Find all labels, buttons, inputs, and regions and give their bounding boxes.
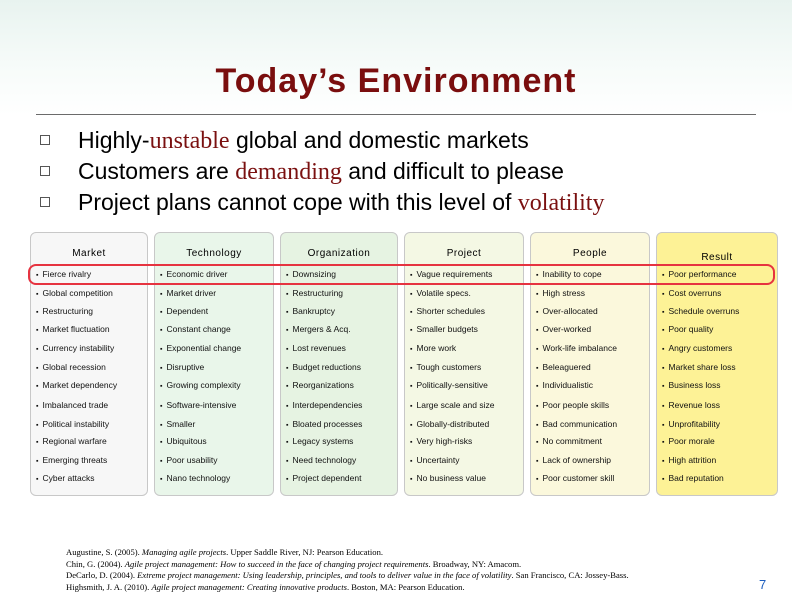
table-cell: ▪ Constant change bbox=[160, 322, 231, 336]
table-cell: ▪ Need technology bbox=[286, 453, 356, 467]
table-cell: ▪ Politically-sensitive bbox=[410, 378, 488, 392]
table-cell: ▪ Large scale and size bbox=[410, 398, 494, 412]
table-cell: ▪ Interdependencies bbox=[286, 398, 362, 412]
table-cell: ▪ Economic driver bbox=[160, 267, 227, 281]
table-cell: ▪ Poor customer skill bbox=[536, 471, 614, 485]
table-cell: ▪ Exponential change bbox=[160, 341, 241, 355]
table-cell: ▪ Schedule overruns bbox=[662, 304, 739, 318]
reference-item: Chin, G. (2004). Agile project management: How to succeed in the face of changing project requirements. Broadway, NY: Amacom. bbox=[66, 558, 522, 569]
square-bullet-icon bbox=[40, 166, 50, 176]
table-cell: ▪ Global competition bbox=[36, 286, 113, 300]
table-cell: ▪ Regional warfare bbox=[36, 434, 107, 448]
highlight-first-row bbox=[28, 264, 775, 285]
table-cell: ▪ Beleaguered bbox=[536, 360, 591, 374]
table-cell: ▪ Cyber attacks bbox=[36, 471, 94, 485]
table-cell: ▪ Market dependency bbox=[36, 378, 117, 392]
table-cell: ▪ Unprofitability bbox=[662, 417, 720, 431]
table-cell: ▪ Dependent bbox=[160, 304, 208, 318]
table-cell: ▪ Revenue loss bbox=[662, 398, 720, 412]
reference-item: Augustine, S. (2005). Managing agile projects. Upper Saddle River, NJ: Pearson Education. bbox=[66, 547, 384, 557]
table-cell: ▪ Volatile specs. bbox=[410, 286, 471, 300]
page-number: 7 bbox=[759, 577, 767, 592]
table-cell: ▪ Budget reductions bbox=[286, 360, 361, 374]
reference-item: Highsmith, J. A. (2010). Agile project management: Creating innovative products. Boston, MA: Pearson Education. bbox=[66, 581, 465, 592]
table-cell: ▪ Lost revenues bbox=[286, 341, 346, 355]
table-cell: ▪ More work bbox=[410, 341, 456, 355]
table-cell: ▪ Inability to cope bbox=[536, 267, 602, 281]
table-cell: ▪ Restructuring bbox=[286, 286, 343, 300]
table-cell: ▪ Imbalanced trade bbox=[36, 398, 108, 412]
table-cell: ▪ High stress bbox=[536, 286, 585, 300]
table-cell: ▪ Over-allocated bbox=[536, 304, 598, 318]
square-bullet-icon bbox=[40, 197, 50, 207]
table-cell: ▪ Legacy systems bbox=[286, 434, 353, 448]
table-cell: ▪ Globally-distributed bbox=[410, 417, 489, 431]
table-cell: ▪ Emerging threats bbox=[36, 453, 107, 467]
table-cell: ▪ Bad communication bbox=[536, 417, 617, 431]
table-cell: ▪ Political instability bbox=[36, 417, 109, 431]
table-cell: ▪ Market fluctuation bbox=[36, 322, 110, 336]
column-header: Result bbox=[701, 252, 733, 263]
table-cell: ▪ Market driver bbox=[160, 286, 216, 300]
table-cell: ▪ Over-worked bbox=[536, 322, 591, 336]
table-cell: ▪ No commitment bbox=[536, 434, 602, 448]
table-cell: ▪ Fierce rivalry bbox=[36, 267, 91, 281]
bullet-emphasis: demanding bbox=[235, 159, 342, 185]
table-cell: ▪ Smaller bbox=[160, 417, 195, 431]
table-cell: ▪ Uncertainty bbox=[410, 453, 459, 467]
references bbox=[66, 547, 629, 593]
table-cell: ▪ Disruptive bbox=[160, 360, 204, 374]
table-cell: ▪ Global recession bbox=[36, 360, 106, 374]
table-cell: ▪ Reorganizations bbox=[286, 378, 354, 392]
table-cell: ▪ Project dependent bbox=[286, 471, 361, 485]
table-cell: ▪ Market share loss bbox=[662, 360, 736, 374]
table-cell: ▪ Work-life imbalance bbox=[536, 341, 617, 355]
table-cell: ▪ Shorter schedules bbox=[410, 304, 485, 318]
table-cell: ▪ Cost overruns bbox=[662, 286, 721, 300]
table-cell: ▪ Downsizing bbox=[286, 267, 336, 281]
bullet-text: Highly- bbox=[78, 127, 150, 153]
table-cell: ▪ Tough customers bbox=[410, 360, 481, 374]
table-cell: ▪ Software-intensive bbox=[160, 398, 236, 412]
table-cell: ▪ Business loss bbox=[662, 378, 720, 392]
table-cell: ▪ Bloated processes bbox=[286, 417, 362, 431]
table-cell: ▪ Ubiquitous bbox=[160, 434, 207, 448]
bullet-emphasis: unstable bbox=[149, 128, 230, 154]
table-cell: ▪ Poor morale bbox=[662, 434, 715, 448]
bullet-text: global and domestic markets bbox=[229, 127, 529, 153]
table-cell: ▪ High attrition bbox=[662, 453, 716, 467]
table-cell: ▪ Vague requirements bbox=[410, 267, 492, 281]
table-cell: ▪ Lack of ownership bbox=[536, 453, 611, 467]
table-cell: ▪ Angry customers bbox=[662, 341, 732, 355]
reference-item: DeCarlo, D. (2004). Extreme project management: Using leadership, principles, and tools to deliver value in the face of volatility. San Francisco, CA: Jossey-Bass. bbox=[66, 570, 629, 580]
table-cell: ▪ Very high-risks bbox=[410, 434, 472, 448]
table-cell: ▪ Individualistic bbox=[536, 378, 593, 392]
column-header: Market bbox=[72, 248, 106, 259]
table-cell: ▪ Nano technology bbox=[160, 471, 230, 485]
table-cell: ▪ Smaller budgets bbox=[410, 322, 478, 336]
table-cell: ▪ Bad reputation bbox=[662, 471, 724, 485]
table-cell: ▪ Growing complexity bbox=[160, 378, 241, 392]
square-bullet-icon bbox=[40, 135, 50, 145]
column-header: Technology bbox=[186, 248, 242, 259]
table-cell: ▪ Poor people skills bbox=[536, 398, 609, 412]
title-divider bbox=[36, 114, 756, 115]
table-cell: ▪ Currency instability bbox=[36, 341, 114, 355]
table-cell: ▪ Poor usability bbox=[160, 453, 218, 467]
table-cell: ▪ Bankruptcy bbox=[286, 304, 335, 318]
table-cell: ▪ No business value bbox=[410, 471, 486, 485]
slide-title: Today’s Environment bbox=[215, 62, 577, 100]
column-header: Project bbox=[446, 248, 482, 259]
table-cell: ▪ Mergers & Acq. bbox=[286, 322, 351, 336]
column-header: People bbox=[572, 248, 608, 259]
bullet-text: Project plans cannot cope with this level of bbox=[78, 189, 518, 215]
bullet-text: Customers are bbox=[78, 158, 236, 184]
bullet-emphasis: volatility bbox=[517, 190, 605, 216]
column-header: Organization bbox=[307, 248, 371, 259]
table-cell: ▪ Restructuring bbox=[36, 304, 93, 318]
bullet-text: and difficult to please bbox=[341, 158, 564, 184]
table-cell: ▪ Poor quality bbox=[662, 322, 713, 336]
table-cell: ▪ Poor performance bbox=[662, 267, 737, 281]
